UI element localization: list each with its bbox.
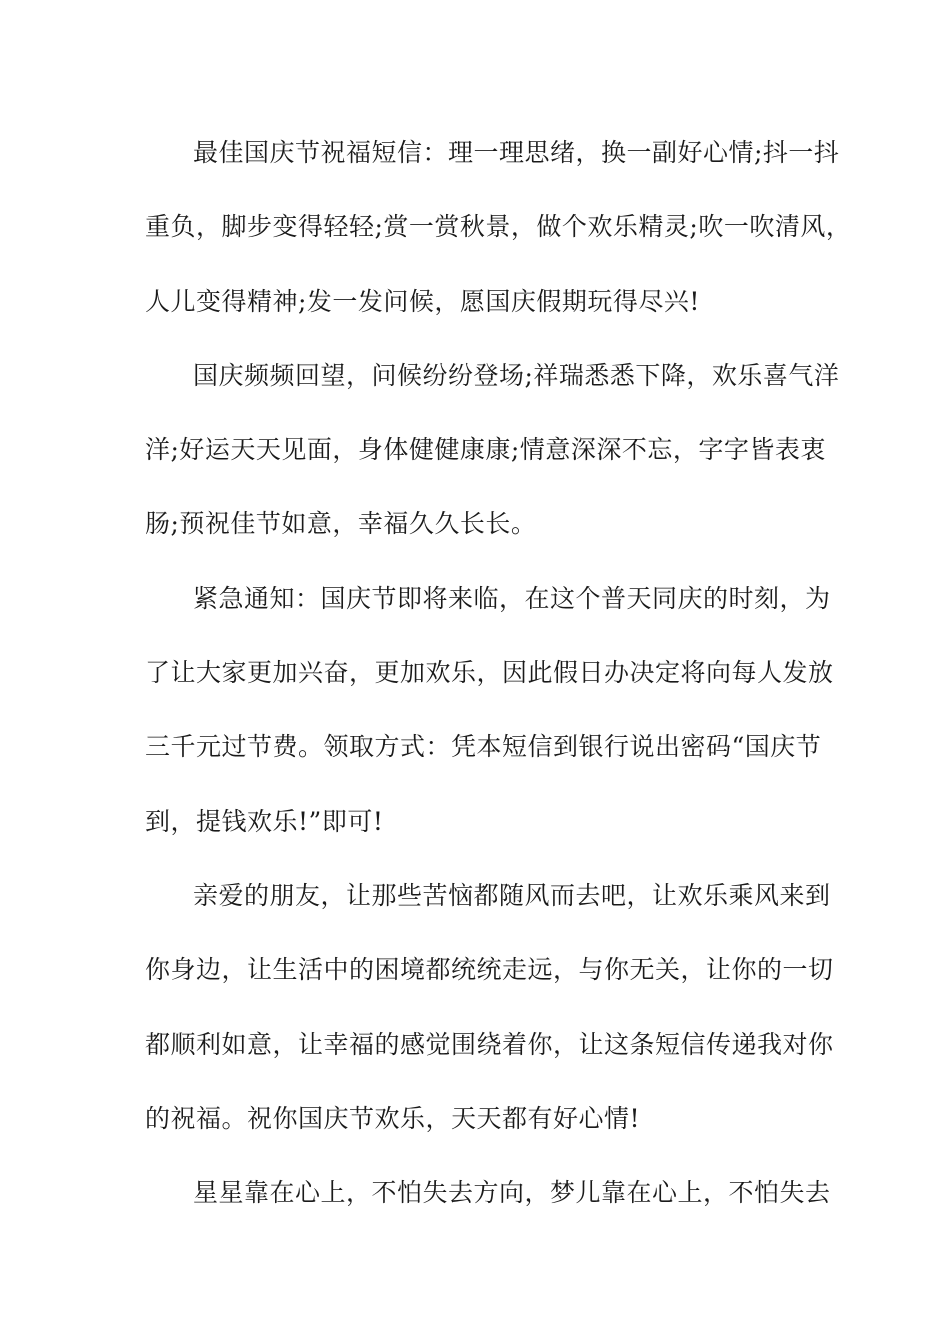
paragraph-3-line-1: 紧急通知：国庆节即将来临，在这个普天同庆的时刻，为: [193, 584, 831, 613]
paragraph-1-line-3: 人儿变得精神;发一发问候，愿国庆假期玩得尽兴!: [145, 287, 700, 316]
paragraph-1-line-1: 最佳国庆节祝福短信：理一理思绪，换一副好心情;抖一抖: [193, 138, 840, 167]
paragraph-4-line-3: 都顺利如意，让幸福的感觉围绕着你，让这条短信传递我对你: [145, 1030, 834, 1059]
paragraph-3-line-4: 到，提钱欢乐!”即可!: [145, 807, 384, 836]
paragraph-5-line-1: 星星靠在心上，不怕失去方向，梦儿靠在心上，不怕失去: [193, 1178, 831, 1207]
paragraph-4-line-2: 你身边，让生活中的困境都统统走远，与你无关，让你的一切: [145, 955, 834, 984]
paragraph-2-line-2: 洋;好运天天见面，身体健健康康;情意深深不忘，字字皆表衷: [145, 435, 826, 464]
paragraph-4-line-1: 亲爱的朋友，让那些苦恼都随风而去吧，让欢乐乘风来到: [193, 881, 831, 910]
paragraph-1-line-2: 重负，脚步变得轻轻;赏一赏秋景，做个欢乐精灵;吹一吹清风，: [145, 212, 852, 241]
paragraph-2-line-1: 国庆频频回望，问候纷纷登场;祥瑞悉悉下降，欢乐喜气洋: [193, 361, 840, 390]
paragraph-3-line-3: 三千元过节费。领取方式：凭本短信到银行说出密码“国庆节: [145, 732, 822, 761]
paragraph-4-line-4: 的祝福。祝你国庆节欢乐，天天都有好心情!: [145, 1104, 641, 1133]
paragraph-3-line-2: 了让大家更加兴奋，更加欢乐，因此假日办决定将向每人发放: [145, 658, 834, 687]
paragraph-2-line-3: 肠;预祝佳节如意，幸福久久长长。: [145, 509, 537, 538]
